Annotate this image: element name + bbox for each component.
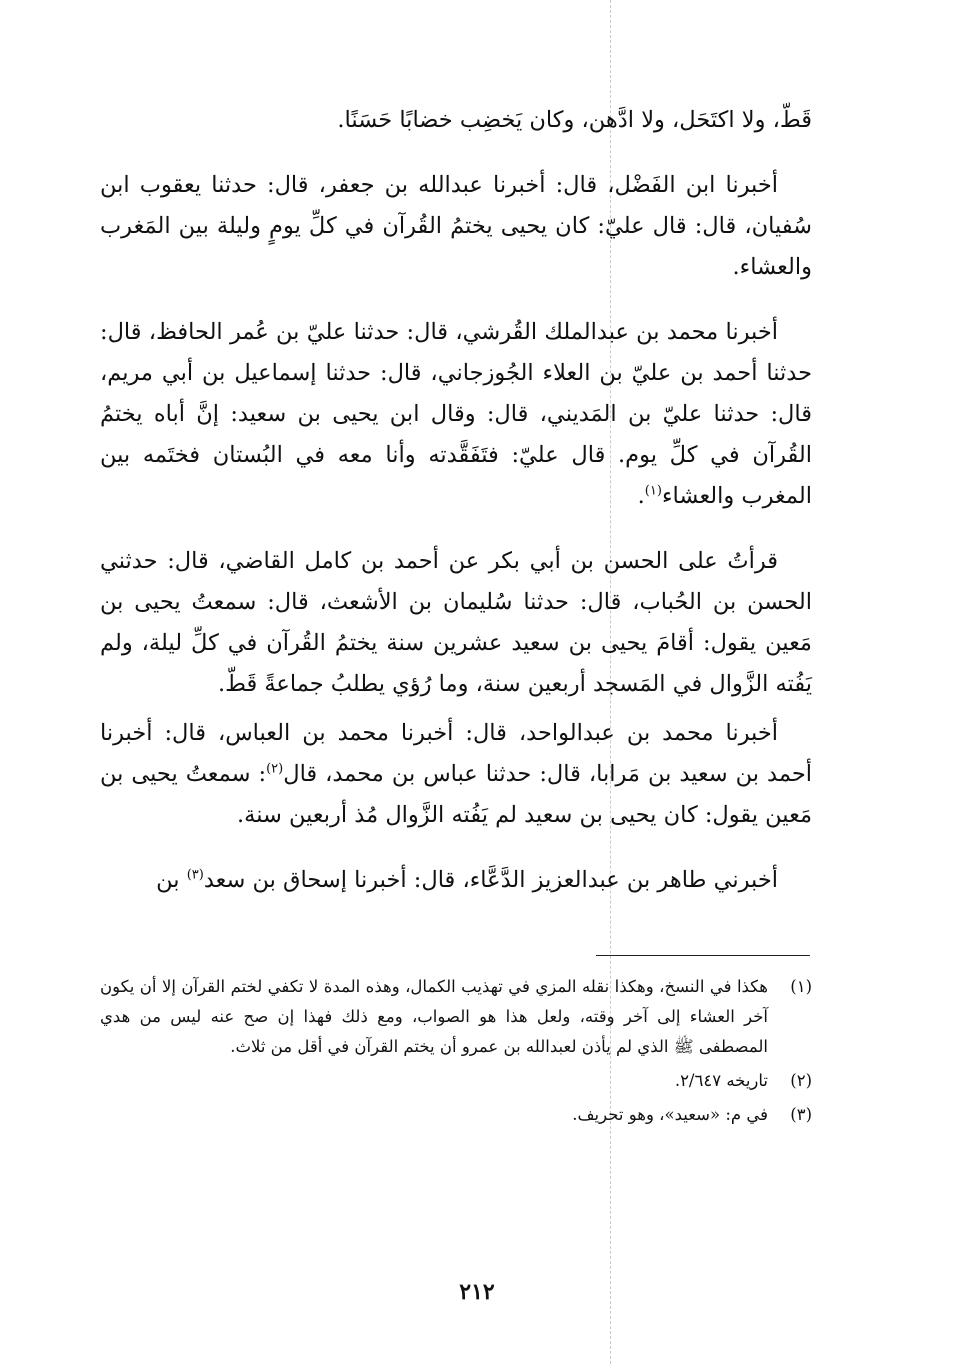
paragraph-6-text-before: أخبرني طاهر بن عبدالعزيز الدَّعَّاء، قال: أخبرنا إسحاق بن سعد <box>203 867 778 893</box>
paragraph-3 <box>100 312 812 517</box>
footnote-text: تاريخه ٢/٦٤٧. <box>674 1071 768 1090</box>
paragraph-2: أخبرنا ابن الفَضْل، قال: أخبرنا عبدالله بن جعفر، قال: حدثنا يعقوب ابن سُفيان، قال: قال عليّ: كان يحيى يختمُ القُرآن في كلِّ يومٍ وليلة بين المَغرب والعشاء. <box>100 172 812 280</box>
footnote-2 <box>100 1066 812 1096</box>
paragraph-5 <box>100 713 812 836</box>
footnote-number: (١) <box>790 977 812 996</box>
paragraph-6-text-after: بن <box>156 867 187 893</box>
main-text-body <box>100 100 812 925</box>
paragraph-4: قرأتُ على الحسن بن أبي بكر عن أحمد بن كامل القاضي، قال: حدثني الحسن بن الحُباب، قال: حدثنا سُليمان بن الأشعث، قال: سمعتُ يحيى بن مَعين يقول: أقامَ يحيى بن سعيد عشرين سنة يختمُ القُرآن في كلِّ ليلة، ولم يَفُته الزَّوال في المَسجد أربعين سنة، وما رُؤي يطلبُ جماعةً قَطّ. <box>100 548 812 697</box>
footnote-1 <box>100 972 812 1062</box>
paragraph-3-tail: . <box>637 483 645 509</box>
footnote-text: هكذا في النسخ، وهكذا نقله المزي في تهذيب الكمال، وهذه المدة لا تكفي لختم القرآن إلا أن يكون آخر العشاء إلى آخر وقته، ولعل هذا هو الصواب، ومع ذلك فهذا إن صح عنه ليس من هدي المصطفى ﷺ الذي لم يأذن لعبدالله بن عمرو أن يختم القرآن في أقل من ثلاث. <box>100 977 768 1056</box>
footnote-number: (٣) <box>790 1105 812 1124</box>
footnote-separator <box>596 955 810 956</box>
footnote-ref-2[interactable]: (٢) <box>266 761 284 777</box>
footnote-number: (٢) <box>790 1071 812 1090</box>
page-number: ٢١٢ <box>459 1279 495 1305</box>
footnote-3 <box>100 1100 812 1130</box>
paragraph-5-text-before: أخبرنا محمد بن عبدالواحد، قال: أخبرنا محمد بن العباس، قال: أخبرنا أحمد بن سعيد بن مَرابا، قال: حدثنا عباس بن محمد، قال <box>100 720 812 787</box>
paragraph-3-text: أخبرنا محمد بن عبدالملك القُرشي، قال: حدثنا عليّ بن عُمر الحافظ، قال: حدثنا أحمد بن عليّ بن العلاء الجُوزجاني، قال: حدثنا إسماعيل بن أبي مريم، قال: حدثنا عليّ بن المَديني، قال: وقال ابن يحيى بن سعيد: إنَّ أباه يختمُ القُرآن في كلِّ يوم. قال عليّ: فتَفَقَّدته وأنا معه في البُستان فختَمه بين المغرب والعشاء <box>100 319 812 509</box>
paragraph-6 <box>100 860 812 901</box>
footnote-text: في م: «سعيد»، وهو تحريف. <box>572 1105 768 1124</box>
footnotes-section <box>100 972 812 1134</box>
footnote-ref-3[interactable]: (٣) <box>186 867 204 883</box>
paragraph-1: قَطّ، ولا اكتَحَل، ولا ادَّهن، وكان يَخضِب خضابًا حَسَنًا. <box>337 107 812 133</box>
footnote-ref-1[interactable]: (١) <box>644 483 662 499</box>
paragraph-5-text-after: : سمعتُ يحيى بن مَعين يقول: كان يحيى بن سعيد لم يَفُته الزَّوال مُذ أربعين سنة. <box>100 761 812 828</box>
